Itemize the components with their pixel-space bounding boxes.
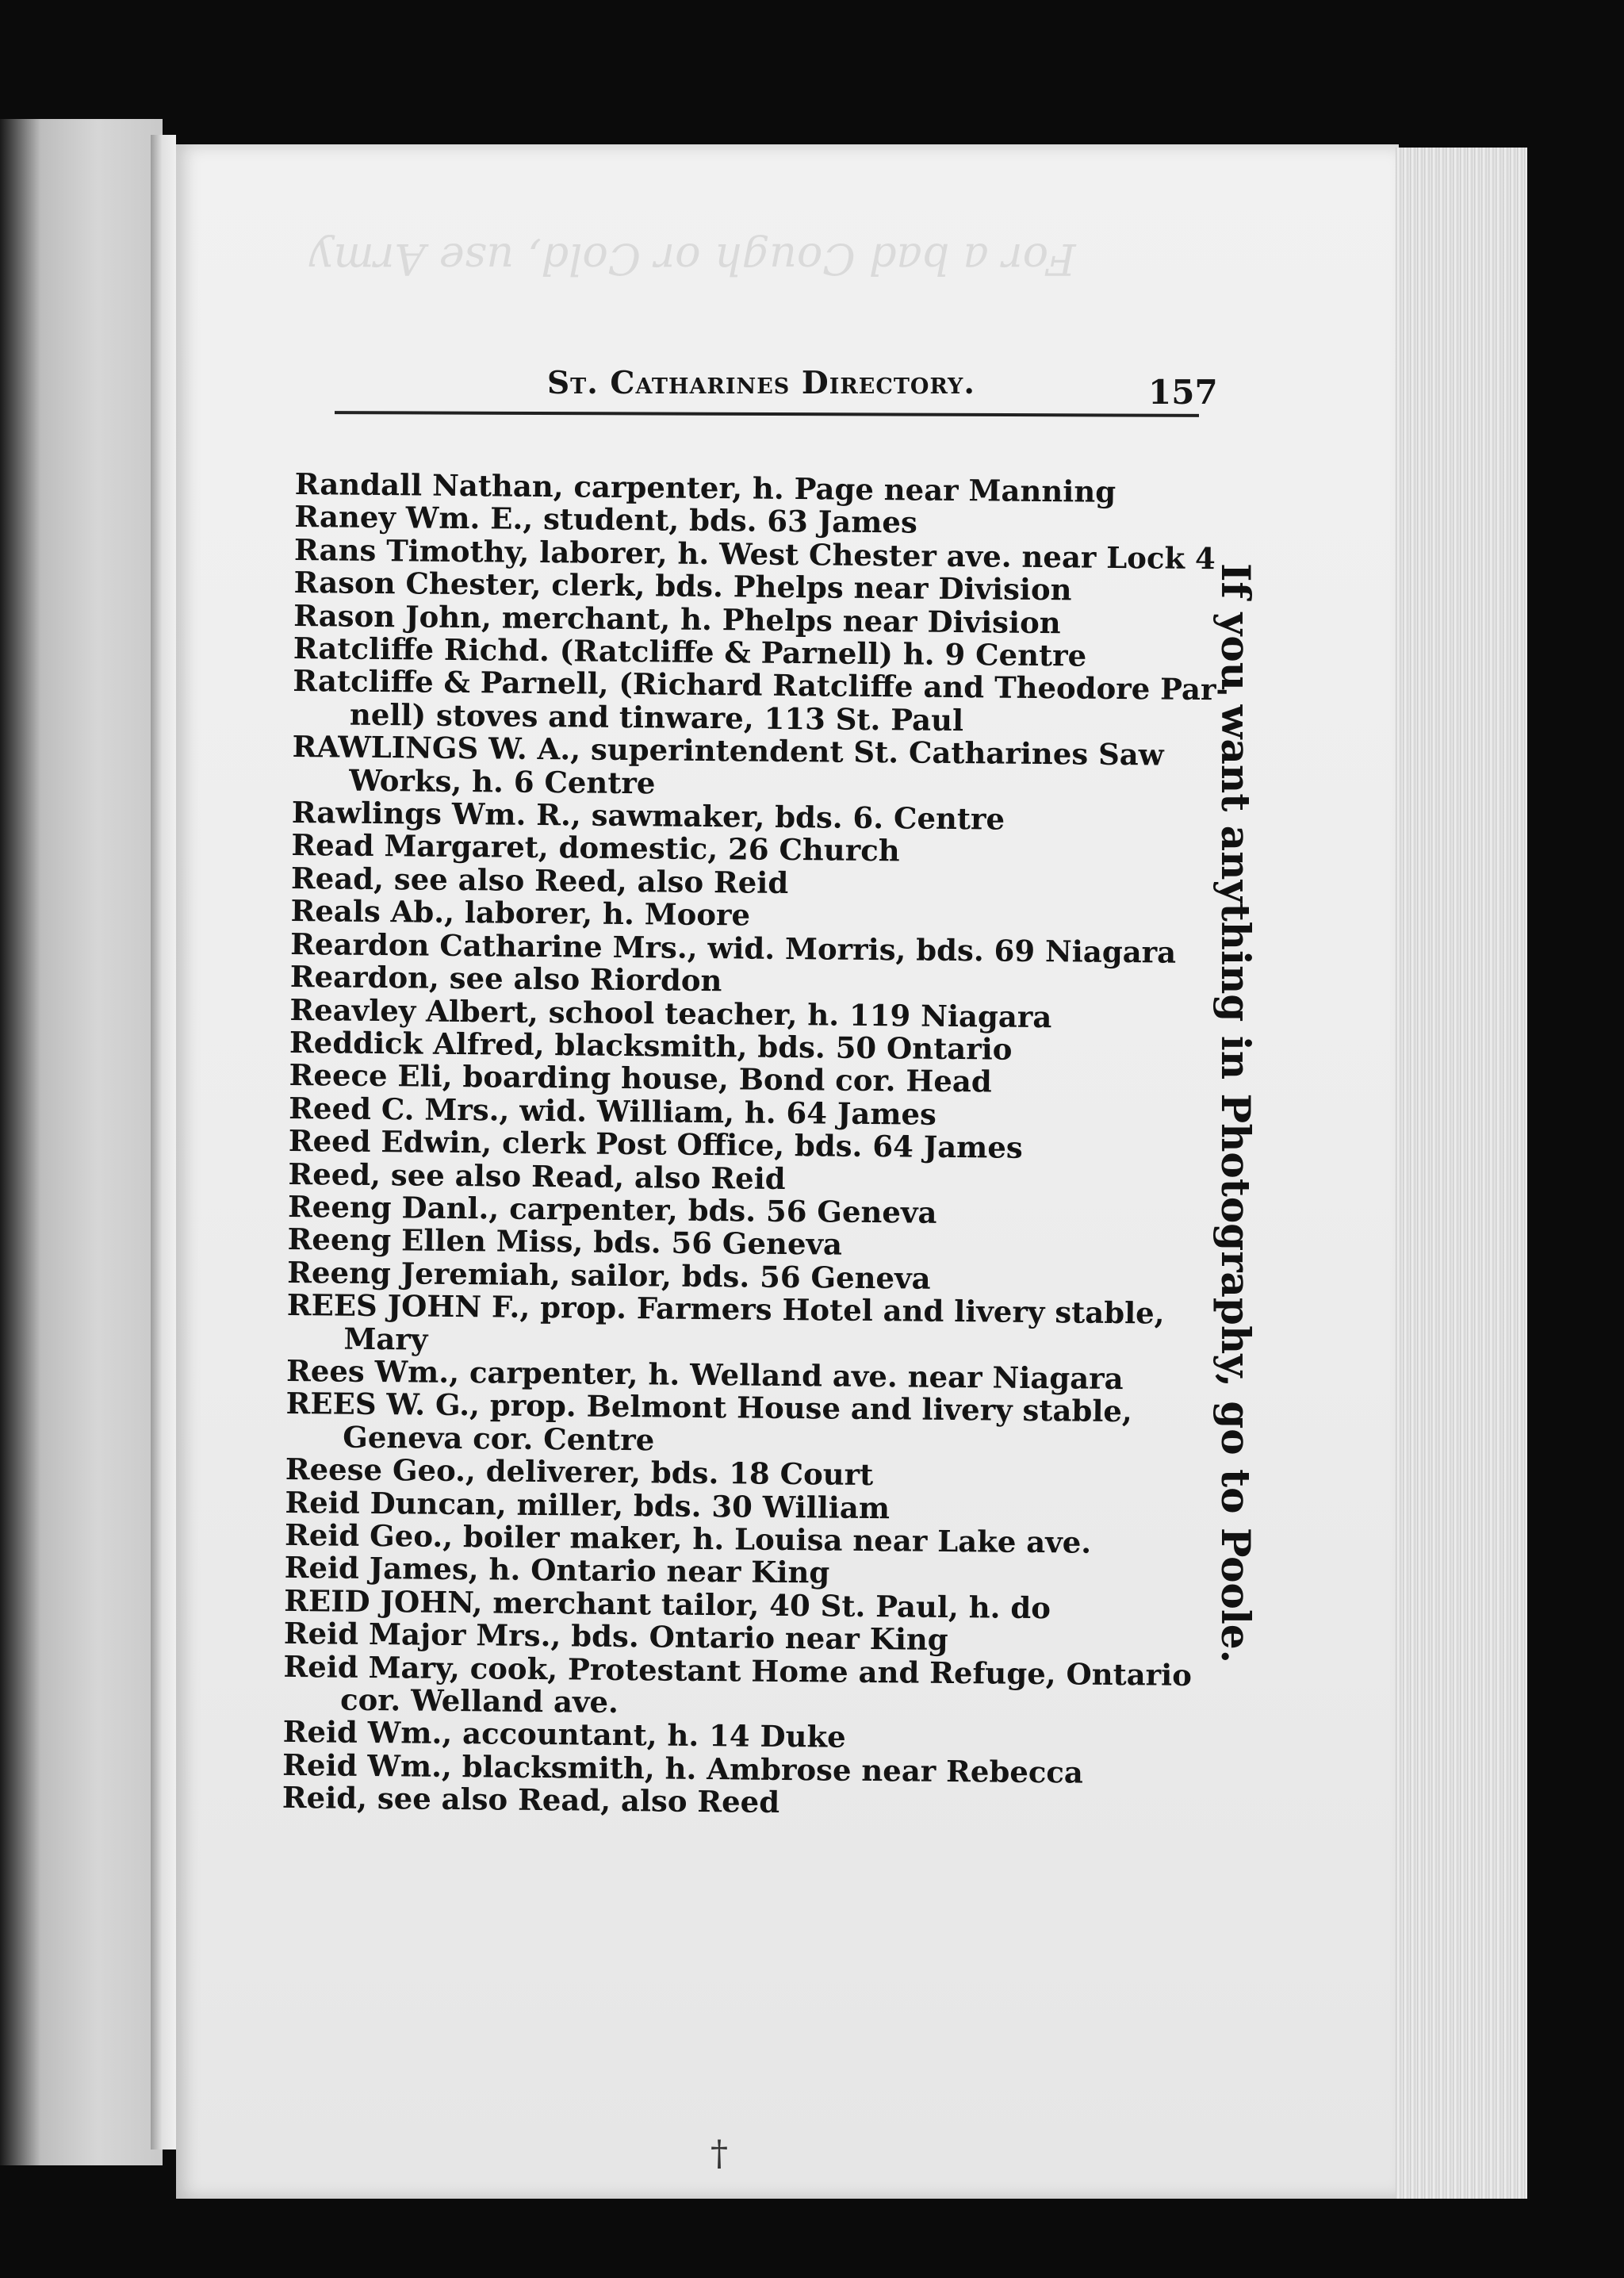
directory-entry: Geneva cor. Centre [343,1419,655,1458]
directory-entry: Reed Edwin, clerk Post Office, bds. 64 James [288,1123,1023,1165]
directory-entry: Ratcliffe Richd. (Ratcliffe & Parnell) h. 9 Centre [293,631,1087,673]
directory-entry: nell) stoves and tinware, 113 St. Paul [349,696,964,738]
directory-entry: Raney Wm. E., student, bds. 63 James [294,499,917,540]
directory-entry: Reid Mary, cook, Protestant Home and Refuge, Ontario [283,1648,1193,1693]
directory-entry: Rawlings Wm. R., sawmaker, bds. 6. Centre [291,795,1005,837]
directory-entry: Mary [343,1321,428,1357]
directory-entry: Reeng Danl., carpenter, bds. 56 Geneva [287,1188,937,1230]
directory-entry: Reavley Albert, school teacher, h. 119 Niagara [289,991,1052,1034]
directory-entry: REES JOHN F., prop. Farmers Hotel and livery stable, [286,1287,1165,1331]
directory-entry: Reeng Jeremiah, sailor, bds. 56 Geneva [287,1254,931,1296]
page-edges [1396,148,1527,2199]
side-advertisement [1206,563,1266,1801]
directory-entry: REES W. G., prop. Belmont House and livery stable, [285,1386,1133,1429]
directory-entry: Works, h. 6 Centre [349,762,656,801]
directory-entry: Reardon, see also Riordon [289,959,722,999]
page-number: 157 [1148,373,1218,412]
directory-entry: Reddick Alfred, blacksmith, bds. 50 Ontario [289,1024,1013,1067]
directory-entry: Reid Wm., accountant, h. 14 Duke [282,1714,846,1755]
left-page [0,119,163,2165]
directory-entry: Reid, see also Read, also Reed [282,1780,780,1820]
directory-entry: Reid James, h. Ontario near King [284,1550,830,1590]
directory-entry: Reid Geo., boiler maker, h. Louisa near Lake ave. [284,1517,1092,1560]
directory-entry: Rans Timothy, laborer, h. West Chester ave. near Lock 4 [293,531,1216,576]
directory-entry: Ratcliffe & Parnell, (Richard Ratcliffe and Theodore Par- [293,663,1229,708]
directory-entries [282,466,1229,1824]
directory-entry: Rason Chester, clerk, bds. Phelps near Division [293,565,1072,608]
directory-entry: Reese Geo., deliverer, bds. 18 Court [285,1452,874,1493]
side-advertisement-text: If you want anything in Photography, go to Poole. [1212,563,1259,1664]
directory-entry: Read, see also Reed, also Reid [290,860,789,900]
directory-entry: Reed, see also Read, also Reid [288,1156,786,1196]
page-mark: † [710,2134,728,2174]
directory-entry: REID JOHN, merchant tailor, 40 St. Paul, h. do [284,1582,1051,1626]
directory-entry: RAWLINGS W. A., superintendent St. Catharines Saw [292,729,1164,773]
directory-entry: Reid Major Mrs., bds. Ontario near King [283,1616,948,1658]
directory-entry: Reid Duncan, miller, bds. 30 William [285,1484,891,1525]
directory-entry: Reid Wm., blacksmith, h. Ambrose near Rebecca [282,1747,1084,1790]
directory-entry: Read Margaret, domestic, 26 Church [291,827,900,869]
page-header-title: St. Catharines Directory. [547,365,975,401]
directory-entry: Reed C. Mrs., wid. William, h. 64 James [289,1090,937,1132]
directory-entry: Reals Ab., laborer, h. Moore [290,893,751,933]
book-gutter [151,135,176,2150]
directory-entry: cor. Welland ave. [339,1682,619,1720]
bleed-through-text: For a bad Cough or Cold, use Army [309,234,1076,284]
directory-entry: Reardon Catharine Mrs., wid. Morris, bds. 69 Niagara [290,926,1177,970]
directory-entry: Reece Eli, boarding house, Bond cor. Head [289,1057,992,1099]
directory-entry: Rees Wm., carpenter, h. Welland ave. near Niagara [285,1352,1124,1397]
directory-entry: Reeng Ellen Miss, bds. 56 Geneva [287,1221,843,1263]
directory-entry: Randall Nathan, carpenter, h. Page near Manning [294,466,1116,509]
directory-entry: Rason John, merchant, h. Phelps near Division [293,597,1061,640]
